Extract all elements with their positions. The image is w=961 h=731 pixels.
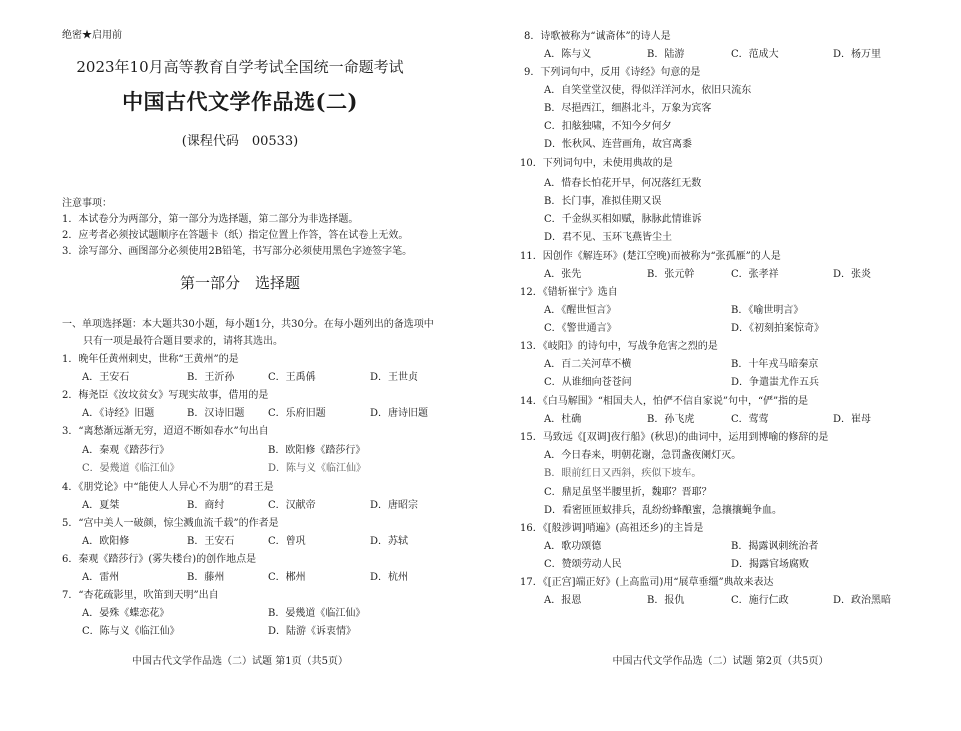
question-option: D．杨万里 [833,49,882,60]
question-stem: 17．《[正宫]端正好》(上高监司)用“展草垂缰”典故来表达 [520,577,774,588]
question-stem: 16．《[般涉调]哨遍》(高祖还乡)的主旨是 [520,523,704,534]
question-option: D．崔母 [833,414,872,425]
question-option: D．张炎 [833,269,872,280]
question-option: A．杜确 [544,414,582,425]
left-question-list [0,0,480,731]
question-option: B．《喻世明言》 [731,305,804,316]
left-page [0,0,480,731]
question-stem: 10．下列词句中，未使用典故的是 [520,158,673,169]
section-intro-line: 一、单项选择题：本大题共30小题，每小题1分，共30分。在每小题列出的备选项中 [62,319,434,330]
question-option: C．莺莺 [731,414,769,425]
question-option: A．报恩 [544,595,582,606]
question-option: C．赞颂劳动人民 [544,559,622,570]
question-option: C．曾巩 [268,536,306,547]
question-stem: 11．因创作《解连环》(楚江空晚)而被称为“张孤雁”的人是 [520,251,781,262]
part-one-title: 第一部分 选择题 [179,274,300,292]
question-option: C．王禹偁 [268,372,316,383]
question-option: B．眼前红日又西斜，疾似下坡车。 [544,468,702,479]
question-option: D．唐昭宗 [370,500,419,511]
question-option: C．郴州 [268,572,306,583]
secret-label: 绝密★启用前 [62,30,122,41]
question-option: B．王沂孙 [187,372,235,383]
question-option: A．夏桀 [82,500,120,511]
question-option: C．鼎足虽坚半腰里折，魏耶？晋耶？ [544,487,712,498]
question-option: D．陈与义《临江仙》 [268,463,367,474]
question-stem: 7．“杏花疏影里，吹笛到天明”出自 [62,590,219,601]
notice-item: 2．应考者必须按试题顺序在答题卡（纸）指定位置上作答，答在试卷上无效。 [62,230,409,241]
question-option: D．怅秋风、连营画角，故宫离黍 [544,139,693,150]
question-option: C．汉献帝 [268,500,316,511]
course-code: (课程代码 00533) [181,134,299,149]
question-option: B．揭露讽刺统治者 [731,541,819,552]
question-stem: 3．“离愁渐远渐无穷，迢迢不断如春水”句出自 [62,426,269,437]
question-option: D．揭露官场腐败 [731,559,810,570]
question-option: A．歌功颂德 [544,541,602,552]
question-option: D．《初刻拍案惊奇》 [731,323,825,334]
question-option: C．范成大 [731,49,779,60]
question-option: B．商纣 [187,500,225,511]
question-stem: 1．晚年任黄州刺史，世称“王黄州”的是 [62,354,239,365]
question-option: A．王安石 [82,372,130,383]
question-option: A．自笑堂堂汉使，得似洋洋河水，依旧只流东 [544,85,752,96]
question-option: C．千金纵买相如赋，脉脉此情谁诉 [544,214,702,225]
question-option: A．雷州 [82,572,120,583]
question-option: B．十年戎马暗秦京 [731,359,819,370]
question-stem: 12．《错斩崔宁》选自 [520,287,618,298]
question-option: D．陆游《诉衷情》 [268,626,357,637]
footer-left: 中国古代文学作品选（二）试题 第1页（共5页） [132,656,348,667]
question-stem: 15．马致远《[双调]夜行船》(秋思)的曲词中，运用到博喻的修辞的是 [520,432,829,443]
question-option: A．《诗经》旧题 [82,408,155,419]
question-option: B．王安石 [187,536,235,547]
question-option: D．苏轼 [370,536,409,547]
question-option: A．陈与义 [544,49,592,60]
question-option: D．看密匝匝蚁排兵，乱纷纷蜂酿蜜，急攘攘蝇争血。 [544,505,783,516]
question-option: A．晏殊《蝶恋花》 [82,608,170,619]
question-option: D．杭州 [370,572,409,583]
notice-title: 注意事项： [62,198,112,209]
question-option: B．陆游 [647,49,685,60]
question-stem: 13．《岐阳》的诗句中，写战争危害之烈的是 [520,341,718,352]
question-option: C．陈与义《临江仙》 [82,626,180,637]
question-option: C．张孝祥 [731,269,779,280]
question-option: A．欧阳修 [82,536,130,547]
question-option: B．孙飞虎 [647,414,695,425]
question-option: A．《醒世恒言》 [544,305,617,316]
question-stem: 14．《白马解围》“相国夫人，怕俨不信自家说”句中，“俨”指的是 [520,396,809,407]
question-option: C．晏幾道《临江仙》 [82,463,180,474]
question-option: A．张先 [544,269,582,280]
question-option: D．君不见、玉环飞燕皆尘土 [544,232,673,243]
question-option: B．欧阳修《踏莎行》 [268,445,366,456]
question-stem: 8．诗歌被称为“诚斋体”的诗人是 [524,31,671,42]
question-option: B．晏幾道《临江仙》 [268,608,366,619]
question-option: A．今日春来，明朝花谢，急罚盏夜阑灯灭。 [544,450,742,461]
exam-title: 2023年10月高等教育自学考试全国统一命题考试 [76,58,404,76]
question-option: B．长门事，准拟佳期又误 [544,196,662,207]
question-option: C．扣舷独啸，不知今夕何夕 [544,121,672,132]
subject-title: 中国古代文学作品选(二) [122,89,358,114]
right-question-list [480,0,961,731]
question-stem: 5．“宫中美人一破颜，惊尘溅血流千载”的作者是 [62,518,279,529]
question-option: B．报仇 [647,595,685,606]
notice-item: 1．本试卷分为两部分，第一部分为选择题，第二部分为非选择题。 [62,214,359,225]
question-option: B．藤州 [187,572,225,583]
question-option: D．王世贞 [370,372,419,383]
question-option: B．汉诗旧题 [187,408,245,419]
right-page [480,0,961,731]
question-option: C．《警世通言》 [544,323,617,334]
notice-item: 3．涂写部分、画图部分必须使用2B铅笔，书写部分必须使用黑色字迹签字笔。 [62,246,413,257]
question-option: A．百二关河草不横 [544,359,632,370]
question-stem: 6．秦观《踏莎行》(雾失楼台)的创作地点是 [62,554,257,565]
question-option: C．乐府旧题 [268,408,326,419]
footer-right: 中国古代文学作品选（二）试题 第2页（共5页） [612,656,829,667]
question-option: C．施行仁政 [731,595,789,606]
question-option: B．张元幹 [647,269,695,280]
question-option: D．争遣蚩尤作五兵 [731,377,820,388]
question-stem: 2．梅尧臣《汝坟贫女》写现实故事，借用的是 [62,390,269,401]
question-stem: 9．下列词句中，反用《诗经》句意的是 [524,67,701,78]
question-option: D．唐诗旧题 [370,408,429,419]
question-option: C．从谁细向苍苍问 [544,377,632,388]
question-option: A．惜春长怕花开早，何况落红无数 [544,178,702,189]
question-option: A．秦观《踏莎行》 [82,445,170,456]
question-option: B．尽挹西江，细斟北斗，万象为宾客 [544,103,712,114]
question-option: D．政治黑暗 [833,595,892,606]
section-intro-line: 只有一项是最符合题目要求的，请将其选出。 [83,336,283,347]
question-stem: 4．《朋党论》中“能使人人异心不为朋”的君王是 [62,482,274,493]
